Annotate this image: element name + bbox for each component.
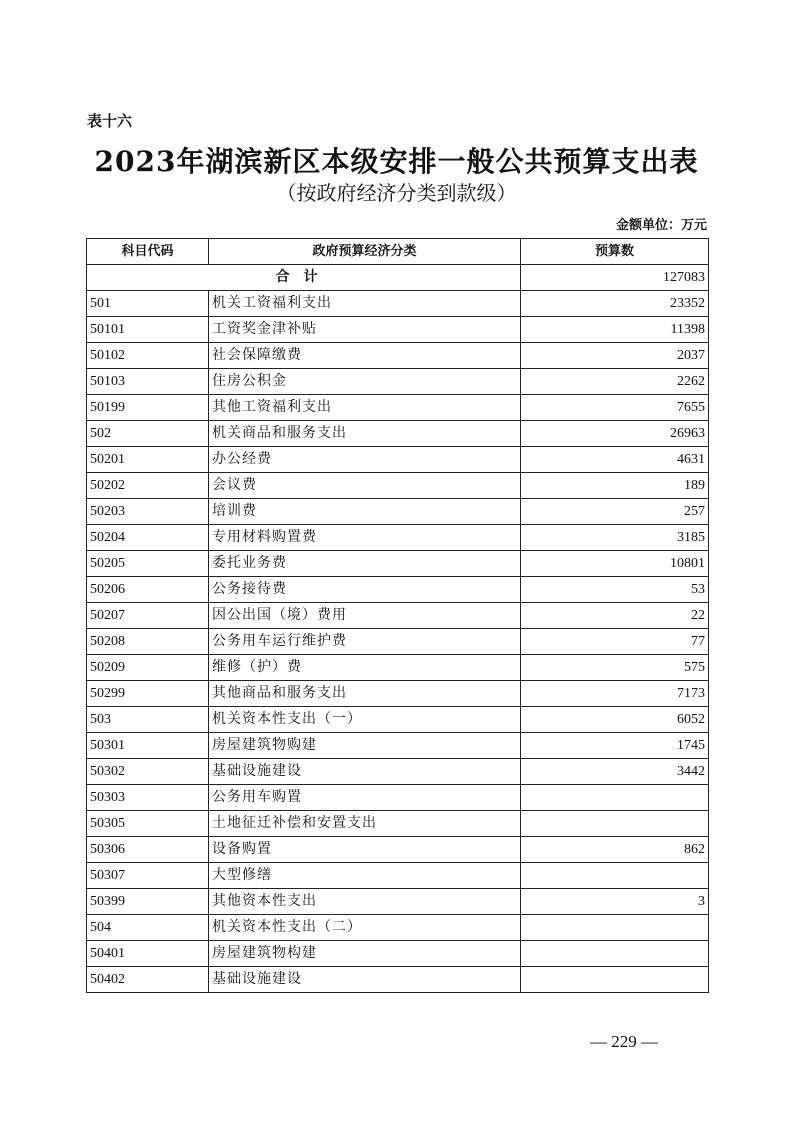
row-amount [521,915,709,941]
table-row [87,759,709,785]
row-category-name: 公务接待费 [209,577,521,603]
row-category-name: 社会保障缴费 [209,343,521,369]
row-category-name: 其他资本性支出 [209,889,521,915]
row-category-name: 机关资本性支出（一） [209,707,521,733]
row-category-name: 办公经费 [209,447,521,473]
row-amount: 862 [521,837,709,863]
header-code: 科目代码 [87,239,209,265]
row-amount: 53 [521,577,709,603]
table-number-label: 表十六 [87,112,133,130]
row-category-name: 住房公积金 [209,369,521,395]
table-row [87,941,709,967]
row-code: 50103 [87,369,209,395]
row-code: 503 [87,707,209,733]
row-amount [521,941,709,967]
total-row [87,265,709,291]
row-amount: 1745 [521,733,709,759]
row-amount: 3 [521,889,709,915]
row-code: 50303 [87,785,209,811]
row-category-name: 房屋建筑物构建 [209,941,521,967]
total-amount: 127083 [521,265,709,291]
row-amount [521,863,709,889]
table-row [87,785,709,811]
budget-expenditure-table [86,238,709,993]
row-amount: 7173 [521,681,709,707]
row-category-name: 土地征迁补偿和安置支出 [209,811,521,837]
amount-unit-label: 金额单位：万元 [615,218,707,233]
row-code: 50101 [87,317,209,343]
table-row [87,681,709,707]
row-code: 50399 [87,889,209,915]
row-amount [521,967,709,993]
row-code: 50199 [87,395,209,421]
row-code: 50401 [87,941,209,967]
row-category-name: 培训费 [209,499,521,525]
row-amount: 22 [521,603,709,629]
table-body [87,265,709,993]
row-amount: 2262 [521,369,709,395]
row-amount: 6052 [521,707,709,733]
table-header-row [87,239,709,265]
table-row [87,967,709,993]
row-category-name: 维修（护）费 [209,655,521,681]
row-code: 50205 [87,551,209,577]
row-amount: 7655 [521,395,709,421]
total-label: 合计 [87,265,521,291]
header-amount: 预算数 [521,239,709,265]
row-category-name: 其他商品和服务支出 [209,681,521,707]
table-row [87,421,709,447]
row-category-name: 基础设施建设 [209,967,521,993]
row-amount: 4631 [521,447,709,473]
table-row [87,291,709,317]
row-category-name: 大型修缮 [209,863,521,889]
row-code: 50301 [87,733,209,759]
row-amount: 189 [521,473,709,499]
document-subtitle: （按政府经济分类到款级） [276,181,517,205]
row-category-name: 基础设施建设 [209,759,521,785]
row-code: 501 [87,291,209,317]
document-title: 2023年湖滨新区本级安排一般公共预算支出表 [94,145,699,178]
row-category-name: 机关商品和服务支出 [209,421,521,447]
row-amount: 3442 [521,759,709,785]
row-category-name: 工资奖金津补贴 [209,317,521,343]
row-code: 50302 [87,759,209,785]
row-amount: 2037 [521,343,709,369]
row-amount [521,785,709,811]
row-code: 50208 [87,629,209,655]
row-amount: 575 [521,655,709,681]
row-code: 50209 [87,655,209,681]
table-row [87,811,709,837]
row-category-name: 其他工资福利支出 [209,395,521,421]
row-amount: 11398 [521,317,709,343]
row-amount: 77 [521,629,709,655]
row-code: 50402 [87,967,209,993]
row-category-name: 房屋建筑物购建 [209,733,521,759]
row-amount: 3185 [521,525,709,551]
row-code: 502 [87,421,209,447]
row-code: 50202 [87,473,209,499]
row-category-name: 会议费 [209,473,521,499]
table-row [87,629,709,655]
table-row [87,837,709,863]
table-row [87,525,709,551]
table-row [87,447,709,473]
row-code: 50203 [87,499,209,525]
page-number: — 229 — [590,1032,658,1051]
row-category-name: 公务用车运行维护费 [209,629,521,655]
row-amount: 26963 [521,421,709,447]
row-code: 50207 [87,603,209,629]
table-row [87,473,709,499]
table-row [87,343,709,369]
table-row [87,603,709,629]
row-category-name: 委托业务费 [209,551,521,577]
table-row [87,551,709,577]
table-row [87,395,709,421]
row-amount: 257 [521,499,709,525]
table-row [87,707,709,733]
row-amount [521,811,709,837]
row-category-name: 因公出国（境）费用 [209,603,521,629]
header-category: 政府预算经济分类 [209,239,521,265]
row-category-name: 机关资本性支出（二） [209,915,521,941]
row-code: 50299 [87,681,209,707]
row-code: 50307 [87,863,209,889]
row-code: 50305 [87,811,209,837]
table-row [87,577,709,603]
row-category-name: 设备购置 [209,837,521,863]
row-category-name: 专用材料购置费 [209,525,521,551]
table-row [87,499,709,525]
row-code: 50206 [87,577,209,603]
table-row [87,733,709,759]
table-row [87,655,709,681]
row-code: 504 [87,915,209,941]
row-amount: 10801 [521,551,709,577]
table-row [87,369,709,395]
table-row [87,889,709,915]
row-amount: 23352 [521,291,709,317]
row-category-name: 公务用车购置 [209,785,521,811]
row-code: 50204 [87,525,209,551]
row-category-name: 机关工资福利支出 [209,291,521,317]
row-code: 50201 [87,447,209,473]
table-row [87,915,709,941]
table-row [87,317,709,343]
row-code: 50102 [87,343,209,369]
table-row [87,863,709,889]
row-code: 50306 [87,837,209,863]
